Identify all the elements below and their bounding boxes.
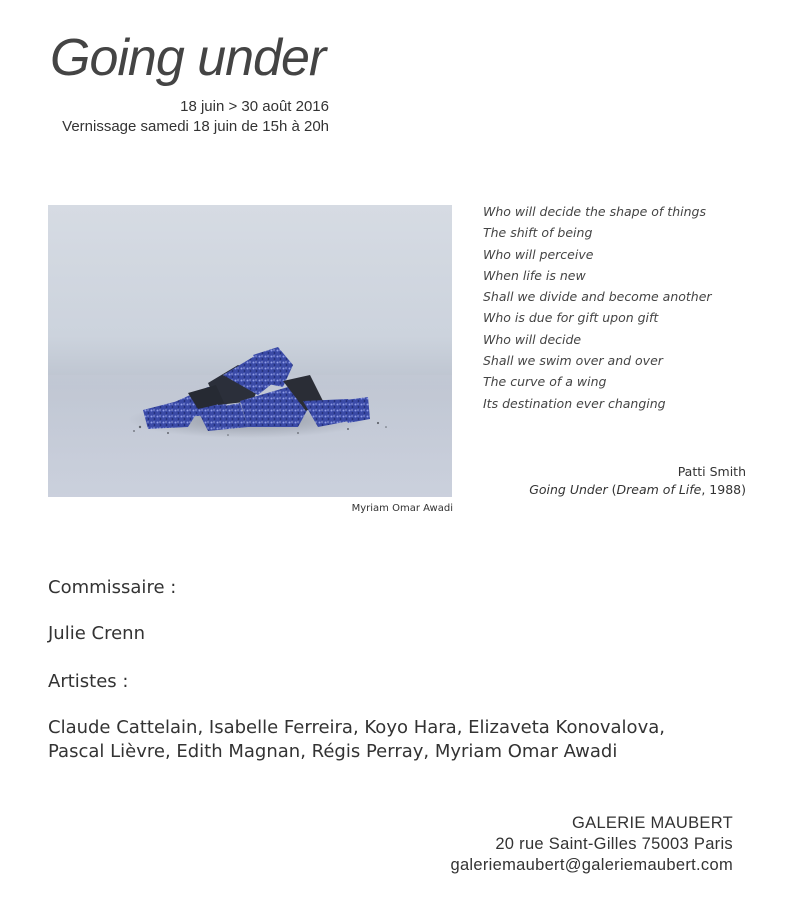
photo-credit: Myriam Omar Awadi <box>351 503 453 514</box>
artists-line: Claude Cattelain, Isabelle Ferreira, Koyo Hara, Elizaveta Konovalova, <box>48 717 665 738</box>
poem-line: Who will decide the shape of things <box>483 204 706 219</box>
poem-source <box>480 481 746 499</box>
curator-label: Commissaire : <box>48 577 177 598</box>
sculpture-image <box>48 205 452 497</box>
poem-line: Its destination ever changing <box>483 395 666 411</box>
poem-line: Who will decide <box>483 331 582 347</box>
exhibition-dates: 18 juin > 30 août 2016 <box>180 98 329 115</box>
poem-quote <box>483 201 712 414</box>
artists-line: Pascal Lièvre, Edith Magnan, Régis Perray, Myriam Omar Awadi <box>48 741 618 762</box>
poem-line: Shall we divide and become another <box>483 289 712 305</box>
poem-source-album: Dream of Life <box>616 482 702 497</box>
artwork-photo <box>48 205 452 497</box>
poem-author: Patti Smith <box>677 464 746 479</box>
poem-line: The shift of being <box>483 225 593 241</box>
artists-list <box>48 716 748 764</box>
poem-source-year: , 1988) <box>701 482 746 497</box>
gallery-address: 20 rue Saint-Gilles 75003 Paris <box>495 835 733 853</box>
poem-line: When life is new <box>483 267 586 283</box>
poem-attribution <box>480 463 746 499</box>
artists-label: Artistes : <box>48 671 129 692</box>
poem-line: The curve of a wing <box>483 374 607 390</box>
exhibition-dates-block <box>40 97 329 136</box>
poem-line: Who will perceive <box>483 246 594 262</box>
poem-line: Who is due for gift upon gift <box>483 310 659 326</box>
exhibition-title: Going under <box>50 29 326 87</box>
gallery-email[interactable]: galeriemaubert@galeriemaubert.com <box>450 856 733 874</box>
gallery-info <box>380 813 733 876</box>
poem-source-open: ( <box>607 482 617 497</box>
poem-source-title: Going Under <box>529 482 608 497</box>
opening-info: Vernissage samedi 18 juin de 15h à 20h <box>62 117 329 135</box>
gallery-name: GALERIE MAUBERT <box>572 814 733 832</box>
curator-name: Julie Crenn <box>48 623 145 644</box>
poem-line: Shall we swim over and over <box>483 353 663 369</box>
